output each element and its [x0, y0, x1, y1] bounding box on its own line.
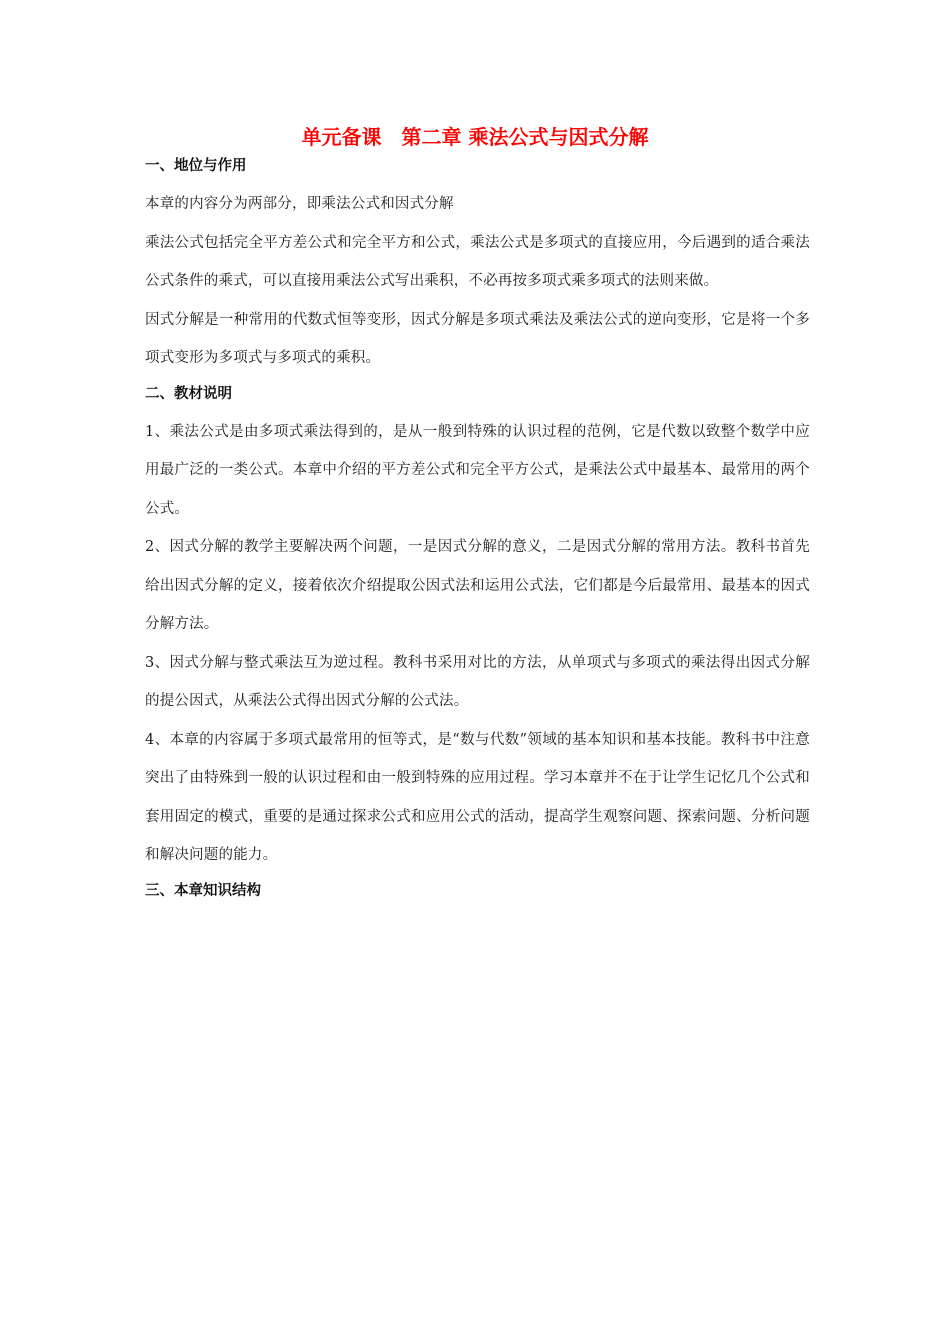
paragraph: 2、因式分解的教学主要解决两个问题，一是因式分解的意义，二是因式分解的常用方法。教科书首先给出因式分解的定义，接着依次介绍提取公因式法和运用公式法，它们都是今后最常用、最基本的因式分解方法。: [145, 539, 810, 632]
document-body: [145, 150, 810, 907]
section-knowledge-structure: [145, 875, 810, 907]
section-heading: 一、地位与作用: [145, 158, 247, 174]
paragraph: 因式分解是一种常用的代数式恒等变形，因式分解是多项式乘法及乘法公式的逆向变形，它是将一个多项式变形为多项式与多项式的乘积。: [145, 311, 810, 366]
paragraph: 3、因式分解与整式乘法互为逆过程。教科书采用对比的方法，从单项式与多项式的乘法得出因式分解的提公因式，从乘法公式得出因式分解的公式法。: [145, 654, 810, 709]
document-title: 单元备课 第二章 乘法公式与因式分解: [301, 125, 649, 149]
paragraph: 4、本章的内容属于多项式最常用的恒等式，是“数与代数”领域的基本知识和基本技能。教科书中注意突出了由特殊到一般的认识过程和由一般到特殊的应用过程。学习本章并不在于让学生记忆几个公式和套用固定的模式，重要的是通过探求公式和应用公式的活动，提高学生观察问题、探索问题、分析问题和解决问题的能力。: [145, 731, 810, 863]
section-heading: 二、教材说明: [145, 385, 232, 402]
paragraph: 本章的内容分为两部分，即乘法公式和因式分解: [145, 196, 454, 212]
section-heading: 三、本章知识结构: [145, 882, 261, 899]
section-position-and-role: [145, 150, 810, 378]
section-textbook-notes: [145, 378, 810, 875]
paragraph: 乘法公式包括完全平方差公式和完全平方和公式，乘法公式是多项式的直接应用，今后遇到的适合乘法公式条件的乘式，可以直接用乘法公式写出乘积，不必再按多项式乘多项式的法则来做。: [145, 234, 810, 289]
paragraph: 1、乘法公式是由多项式乘法得到的，是从一般到特殊的认识过程的范例，它是代数以致整个数学中应用最广泛的一类公式。本章中介绍的平方差公式和完全平方公式，是乘法公式中最基本、最常用的两个公式。: [145, 423, 810, 517]
